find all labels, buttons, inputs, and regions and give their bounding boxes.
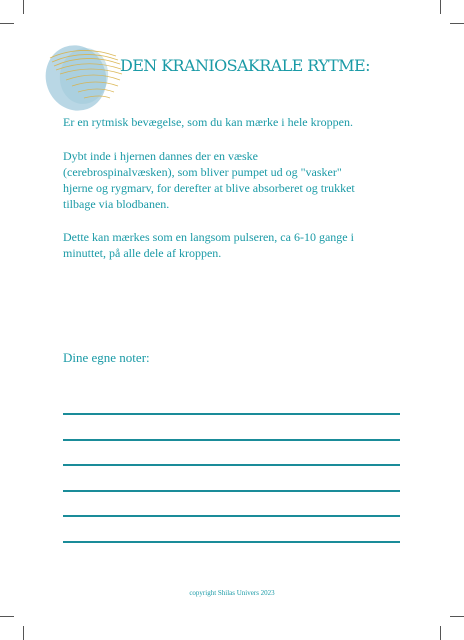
notes-label: Dine egne noter: <box>63 350 150 365</box>
paragraph-line: hjerne og rygmarv, for derefter at blive absorberet og trukket <box>63 181 355 195</box>
paragraph-pulse <box>63 229 403 261</box>
copyright-text: copyright Shilas Univers 2023 <box>189 589 275 597</box>
crop-mark <box>23 626 24 640</box>
page-title: DEN KRANIOSAKRALE RYTME: <box>120 56 370 75</box>
paragraph-line: Dette kan mærkes som en langsom pulseren, ca 6-10 gange i <box>63 230 354 244</box>
crop-mark <box>440 626 441 640</box>
paragraph-fluid <box>63 148 403 212</box>
note-line[interactable] <box>63 464 400 466</box>
paragraph-line: (cerebrospinalvæsken), som bliver pumpet ud og "vasker" <box>63 165 342 179</box>
note-line[interactable] <box>63 541 400 543</box>
crop-mark <box>440 0 441 14</box>
crop-mark <box>23 0 24 14</box>
paragraph-text: Er en rytmisk bevægelse, som du kan mærke i hele kroppen. <box>63 115 353 129</box>
crop-mark <box>450 23 464 24</box>
watercolor-logo-icon <box>36 36 126 116</box>
note-line[interactable] <box>63 413 400 415</box>
note-line[interactable] <box>63 490 400 492</box>
crop-mark <box>0 616 14 617</box>
crop-mark <box>0 23 14 24</box>
paragraph-line: tilbage via blodbanen. <box>63 197 170 211</box>
crop-mark <box>450 616 464 617</box>
paragraph-intro <box>63 114 403 130</box>
note-line[interactable] <box>63 515 400 517</box>
paragraph-line: minuttet, på alle dele af kroppen. <box>63 246 222 260</box>
paragraph-line: Dybt inde i hjernen dannes der en væske <box>63 149 258 163</box>
note-line[interactable] <box>63 439 400 441</box>
